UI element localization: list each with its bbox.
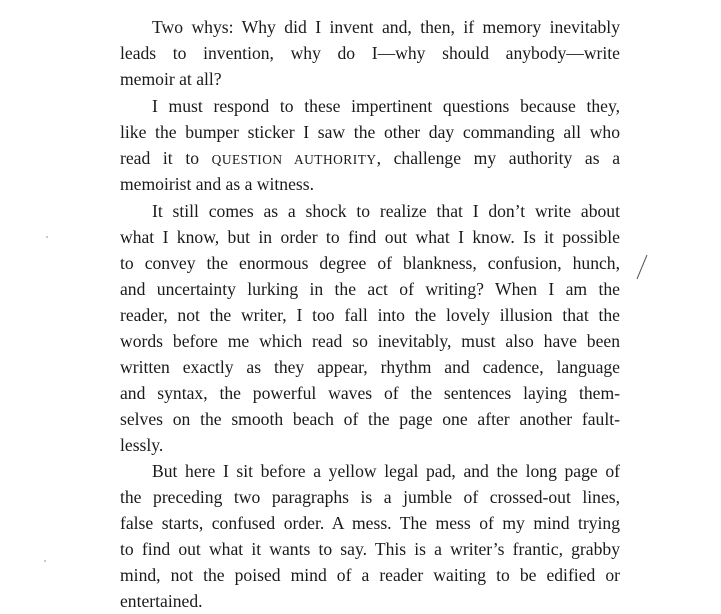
- paragraph-3-line-3: to convey the enormous degree of blankness, confusion, hunch,: [120, 253, 620, 273]
- paragraph-3-line-8: and syntax, the powerful waves of the sentences laying them-: [120, 383, 620, 403]
- paragraph-4-line-5: mind, not the poised mind of a reader waiting to be edified or: [120, 565, 620, 585]
- paragraph-3-line-5: reader, not the writer, I too fall into the lovely illusion that the: [120, 305, 620, 325]
- paragraph-3-line-10: lessly.: [120, 435, 164, 455]
- paragraph-3-line-2: what I know, but in order to find out what I know. Is it possible: [120, 227, 620, 247]
- scan-speck: [46, 236, 48, 238]
- paragraph-3-line-7: written exactly as they appear, rhythm and cadence, language: [120, 357, 620, 377]
- paragraph-4-line-1: But here I sit before a yellow legal pad, and the long page of: [152, 461, 620, 481]
- line-text-after: , challenge my authority as a: [376, 148, 621, 168]
- paragraph-2-line-1: I must respond to these impertinent questions because they,: [152, 96, 620, 116]
- paragraph-4-line-6: entertained.: [120, 591, 203, 611]
- paragraph-2-line-2: like the bumper sticker I saw the other day commanding all who: [120, 122, 620, 142]
- paragraph-1-line-1: Two whys: Why did I invent and, then, if memory inevitably: [152, 17, 620, 37]
- paragraph-1-line-3: memoir at all?: [120, 69, 222, 89]
- scan-speck: [44, 560, 46, 562]
- margin-pencil-mark: [634, 254, 650, 280]
- paragraph-3-line-1: It still comes as a shock to realize that I don’t write about: [152, 201, 620, 221]
- paragraph-2-line-4: memoirist and as a witness.: [120, 174, 314, 194]
- paragraph-4-line-4: to find out what it wants to say. This is a writer’s frantic, grabby: [120, 539, 620, 559]
- paragraph-4-line-3: false starts, confused order. A mess. The mess of my mind trying: [120, 513, 620, 533]
- paragraph-2-line-3: [120, 146, 620, 172]
- paragraph-1-line-2: leads to invention, why do I—why should anybody—write: [120, 43, 620, 63]
- small-caps-phrase: QUESTION AUTHORITY: [211, 152, 377, 167]
- line-text-before: read it to: [120, 148, 212, 168]
- paragraph-3-line-6: words before me which read so inevitably, must also have been: [120, 331, 620, 351]
- paragraph-3-line-4: and uncertainty lurking in the act of writing? When I am the: [120, 279, 620, 299]
- paragraph-4-line-2: the preceding two paragraphs is a jumble of crossed-out lines,: [120, 487, 620, 507]
- paragraph-3-line-9: selves on the smooth beach of the page one after another fault-: [120, 409, 620, 429]
